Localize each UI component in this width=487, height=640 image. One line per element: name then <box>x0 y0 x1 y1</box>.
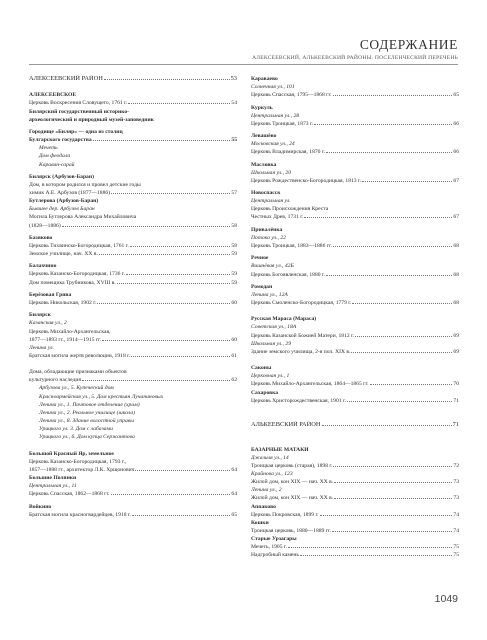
toc-entry-page: 66 <box>453 120 459 127</box>
toc-entry-page: 65 <box>231 511 237 518</box>
toc-place-heading: Привалёнка <box>251 226 283 233</box>
toc-entry <box>251 462 459 470</box>
toc-place-heading: Городище «Биляр» — одна из столиц <box>29 128 123 135</box>
toc-entry-page: 74 <box>453 511 459 518</box>
toc-address-line: Казанская ул., 2 <box>29 320 67 327</box>
toc-address-line: Ленина ул. <box>29 344 54 351</box>
toc-address-line: Арбузова ул., 5. Купеческий дом <box>39 385 114 392</box>
toc-entry-page: 71 <box>453 397 459 404</box>
toc-entry-page: 59 <box>231 279 237 286</box>
toc-place-heading: Берёзовая Грива <box>29 291 72 298</box>
toc-entry-page: 66 <box>453 149 459 156</box>
dot-leader <box>300 555 452 556</box>
spacer <box>251 307 459 315</box>
dot-leader <box>326 152 452 153</box>
dot-leader <box>104 79 230 80</box>
toc-place-heading: Старые Урзагары <box>251 536 297 543</box>
dot-leader <box>288 547 452 548</box>
toc-text-line: Церковь Происхождения Креста <box>251 206 329 213</box>
dot-leader <box>128 103 230 104</box>
toc-address-line: Советская ул., 18А <box>251 324 297 331</box>
toc-place-heading: Войкино <box>29 503 52 510</box>
toc-entry-title: Земское училище, нач. XX в. <box>29 251 98 258</box>
toc-address-line: Вишнёвая ул., 42Б <box>251 263 294 270</box>
toc-district-entry <box>251 421 459 429</box>
toc-entry <box>29 279 237 287</box>
toc-entry-title: (1828—1886) <box>29 222 61 229</box>
toc-entry-title: Церковь Воскресения Словущего, 1761 г. <box>29 100 128 107</box>
toc-entry-title: Церковь Тихвинско-Богородицкая, 1761 г. <box>29 242 129 249</box>
toc-entry <box>29 136 237 144</box>
toc-entry-title: Здание земского училища, 2-я пол. XIX в. <box>251 348 351 355</box>
dot-leader <box>99 254 231 255</box>
dot-leader <box>352 303 452 304</box>
header-rule <box>29 64 458 65</box>
toc-entry <box>29 250 237 258</box>
toc-address-line: Урицкого ул. 3. Дом с лабазами <box>39 426 113 433</box>
toc-address-line: Ленина ул., 8. Здание волостной управы <box>39 418 134 425</box>
toc-place-heading: Балахчино <box>29 263 57 270</box>
dot-leader <box>117 283 231 284</box>
toc-place-heading: Новоспасск <box>251 190 281 197</box>
dot-leader <box>347 401 452 402</box>
dot-leader <box>326 275 452 276</box>
toc-right-column <box>251 75 459 560</box>
toc-entry <box>251 511 459 519</box>
toc-entry-page: 67 <box>453 177 459 184</box>
toc-entry <box>29 222 237 230</box>
toc-entry-title: Мечеть, 1905 г. <box>251 544 287 551</box>
toc-entry-title: Честных Древ, 1731 г. <box>251 214 304 221</box>
spacer <box>251 429 459 437</box>
toc-entry-page: 75 <box>453 544 459 551</box>
toc-entry-title: Церковь Покровская, 1899 г. <box>251 511 319 518</box>
toc-address-line: Центральная ул., 11 <box>29 483 77 490</box>
toc-address-line: Джалиля ул., 14 <box>251 454 289 461</box>
dot-leader <box>132 515 230 516</box>
toc-entry-page: 64 <box>231 466 237 473</box>
toc-place-heading: Кошки <box>251 519 269 526</box>
dot-leader <box>126 274 231 275</box>
toc-entry-title: Церковь Рождественско-Богородицкая, 1813 г. <box>251 177 362 184</box>
toc-entry-title: Дом помещика Трубникова, XVIII в. <box>29 279 116 286</box>
toc-place-heading: Масловка <box>251 161 277 168</box>
toc-place-heading: Сахаровка <box>251 389 279 396</box>
toc-address-line: Крайнова ул., 123 <box>251 470 293 477</box>
toc-entry-title: культурного наследия <box>29 377 81 384</box>
toc-entry <box>29 352 237 360</box>
toc-entry-title: АЛЬКЕЕВСКИЙ РАЙОН <box>251 421 321 429</box>
spacer <box>251 356 459 364</box>
toc-place-heading: Базяково <box>29 234 53 241</box>
dot-leader <box>111 494 231 495</box>
toc-text-line: Церковь Михайло-Архангельская, <box>29 328 111 335</box>
dot-leader <box>333 246 452 247</box>
dot-leader <box>130 246 231 247</box>
toc-entry-page: 70 <box>453 381 459 388</box>
toc-entry-title: Троицкая церковь, 1880—1889 гг. <box>251 527 332 534</box>
toc-entry-title: Жилой дом, кон XIX — нач. XX в. <box>251 495 334 502</box>
toc-entry <box>251 177 459 185</box>
toc-entry <box>251 299 459 307</box>
toc-place-heading: Билярский государственный историко- <box>29 108 130 115</box>
toc-entry <box>251 380 459 388</box>
toc-address-line: Школьная ул., 29 <box>251 340 292 347</box>
toc-entry-page: 59 <box>231 251 237 258</box>
dot-leader <box>135 470 230 471</box>
toc-entry <box>29 490 237 498</box>
toc-entry <box>251 527 459 535</box>
dot-leader <box>334 498 452 499</box>
toc-entry-page: 74 <box>453 527 459 534</box>
dot-leader <box>62 226 231 227</box>
toc-place-heading: Саконы <box>251 365 272 372</box>
toc-entry-page: 67 <box>453 214 459 221</box>
toc-entry <box>29 270 237 278</box>
dot-leader <box>131 356 230 357</box>
spacer <box>251 405 459 413</box>
dot-leader <box>82 380 230 381</box>
toc-entry-page: 58 <box>231 222 237 229</box>
toc-place-heading: археологический и природный музей-заповедник <box>29 116 154 123</box>
toc-entry <box>29 511 237 519</box>
toc-entry-title: Церковь Никольская, 1902 г. <box>29 299 97 306</box>
toc-entry <box>251 213 459 221</box>
toc-address-line: Центральная ул. <box>251 198 291 205</box>
toc-entry-title: Церковь Троицкая, 1873 г. <box>251 120 314 127</box>
dot-leader <box>355 336 452 337</box>
page-number: 1049 <box>434 593 458 605</box>
toc-entry-title: Церковь Казанской Божией Матери, 1812 г. <box>251 332 355 339</box>
spacer <box>29 441 237 449</box>
dot-leader <box>314 124 452 125</box>
toc-text-line: Дом, в котором родился и провел детские годы <box>29 181 141 188</box>
toc-entry <box>251 397 459 405</box>
toc-entry <box>251 91 459 99</box>
toc-entry-title: химик А.Е. Арбузов (1877—1886) <box>29 190 111 197</box>
toc-place-heading: Караваево <box>251 76 278 82</box>
toc-text-line: Могила Бутлерова Александра Михайловича <box>29 214 137 221</box>
toc-entry <box>29 189 237 197</box>
toc-place-heading: Билярск <box>29 312 51 319</box>
dot-leader <box>322 425 452 426</box>
toc-place-heading: Куркуль <box>251 104 273 111</box>
dot-leader <box>111 193 230 194</box>
toc-place-heading: Билярск (Арбузов-Баран) <box>29 173 94 180</box>
toc-place-heading: Бутлерова (Арбузов-Баран) <box>29 198 99 205</box>
toc-entry-page: 72 <box>453 462 459 469</box>
toc-address-line: Мечеть <box>39 145 58 152</box>
toc-entry-page: 55 <box>231 137 237 144</box>
toc-place-heading: АЛЕКСЕЕВСКОЕ <box>29 92 77 99</box>
toc-entry <box>251 120 459 128</box>
toc-entry-page: 57 <box>231 190 237 197</box>
toc-address-line: Ленина ул., 2 <box>251 487 282 494</box>
toc-entry <box>251 494 459 502</box>
toc-place-heading: Русская Мараса (Мараса) <box>251 316 317 323</box>
toc-entry-title: Церковь Владимирская, 1870 г. <box>251 149 325 156</box>
toc-address-line: Ленина ул., 1. Почтовое отделение (храм) <box>39 401 140 408</box>
toc-entry-page: 69 <box>453 348 459 355</box>
spacer <box>29 360 237 368</box>
spacer <box>251 437 459 445</box>
toc-address-line: Центральная ул., 28 <box>251 112 300 119</box>
toc-address-line: Красноармейская ул., 5. Дом крестьян Лучаниновых <box>39 393 164 400</box>
toc-entry <box>251 271 459 279</box>
dot-leader <box>333 466 452 467</box>
dot-leader <box>93 140 231 141</box>
toc-entry-page: 65 <box>453 92 459 99</box>
toc-entry-title: Церковь Спасская, 1795—1868 гг. <box>251 92 332 99</box>
toc-entry <box>29 376 237 384</box>
dot-leader <box>333 95 453 96</box>
toc-district-entry <box>29 75 237 83</box>
toc-address-line: Солнечная ул., 101 <box>251 84 295 91</box>
dot-leader <box>351 352 452 353</box>
toc-entry-page: 62 <box>231 377 237 384</box>
toc-place-heading: Ромодан <box>251 283 273 290</box>
toc-place-heading: Аппаково <box>251 503 276 510</box>
toc-entry-page: 53 <box>230 75 237 82</box>
toc-entry <box>29 99 237 107</box>
toc-entry-page: 64 <box>231 491 237 498</box>
toc-entry-page: 68 <box>453 300 459 307</box>
toc-entry-title: 1857—1888 гг., архитектор Л.К. Хрщонович <box>29 466 135 473</box>
toc-entry-page: 61 <box>231 352 237 359</box>
toc-entry <box>251 551 459 559</box>
toc-entry-page: 68 <box>453 243 459 249</box>
toc-entry <box>251 478 459 486</box>
toc-entry-title: Церковь Спасская, 1862—1868 гг. <box>29 491 110 498</box>
toc-entry-page: 73 <box>453 479 459 486</box>
toc-entry-page: 60 <box>231 299 237 306</box>
toc-entry-page: 75 <box>453 552 459 559</box>
toc-entry <box>251 348 459 356</box>
section-title: СОДЕРЖАНИЕ <box>359 37 458 52</box>
toc-entry-title: Церковь Михайло-Архангельская, 1864—1865 гг. <box>251 381 369 388</box>
toc-entry <box>29 336 237 344</box>
toc-place-heading: Большие Полянки <box>29 475 77 482</box>
toc-entry-title: Булгарского государства <box>29 137 92 144</box>
toc-entry-title: Церковь Смоленско-Богородицкая, 1779 г. <box>251 300 352 307</box>
toc-entry-page: 60 <box>231 336 237 343</box>
spacer <box>251 413 459 421</box>
toc-entry-title: АЛЕКСЕЕВСКИЙ РАЙОН <box>29 75 103 82</box>
toc-entry-title: Надгробный камень <box>251 552 299 559</box>
toc-address-line: Школьная ул., 20 <box>251 169 292 176</box>
toc-place-heading: Левашёво <box>251 133 277 140</box>
toc-address-line: Церковная ул., 1 <box>251 373 290 380</box>
dot-leader <box>362 181 452 182</box>
toc-entry <box>251 148 459 156</box>
dot-leader <box>334 482 452 483</box>
toc-entry <box>251 242 459 250</box>
toc-text-line: Дома, обладающие признаками объектов <box>29 369 127 376</box>
toc-left-column <box>29 75 237 519</box>
toc-entry <box>29 299 237 307</box>
toc-entry-title: Церковь Казанско-Богородицкая, 1736 г. <box>29 271 125 278</box>
toc-entry-page: 71 <box>452 421 459 429</box>
dot-leader <box>97 303 230 304</box>
dot-leader <box>304 217 452 218</box>
spacer <box>29 83 237 91</box>
toc-entry <box>251 543 459 551</box>
toc-entry-title: Братская могила жертв революции, 1918 г. <box>29 352 131 359</box>
toc-address-line: Караван-сарай <box>39 161 75 168</box>
toc-entry-page: 73 <box>453 495 459 502</box>
dot-leader <box>370 384 453 385</box>
toc-entry-title: Братская могила красногвардейцев, 1918 г. <box>29 511 131 518</box>
toc-address-line: Дом феодала <box>39 153 71 160</box>
toc-entry-title: Церковь Христорождественская, 1901 г. <box>251 397 347 404</box>
toc-place-heading: Речное <box>251 255 269 262</box>
toc-entry-page: 54 <box>231 100 237 107</box>
toc-address-line: Урицкого ул., 6. Дом купца Сержантова <box>39 434 135 441</box>
dot-leader <box>102 340 230 341</box>
toc-place-heading: БАЗАРНЫЕ МАТАКИ <box>251 446 309 453</box>
toc-place-heading: Большой Красный Яр, земельное <box>29 450 114 457</box>
dot-leader <box>320 515 453 516</box>
toc-entry-title: Церковь Троицкая, 1883—1886 гг. <box>251 243 333 249</box>
toc-entry <box>29 242 237 250</box>
toc-entry-title: 1877—1893 гг., 1914—1915 гг. <box>29 336 102 343</box>
toc-entry-title: Троицкая церковь (старая), 1898 г. <box>251 462 333 469</box>
toc-address-line: Бывшее дер. Арбузов Баран <box>29 206 95 213</box>
toc-entry <box>251 332 459 340</box>
toc-address-line: Московская ул., 24 <box>251 141 295 148</box>
toc-text-line: Церковь Казанско-Богородицкая, 1793 г., <box>29 458 127 465</box>
section-subtitle: АЛЕКСЕЕВСКИЙ, АЛЬКЕЕВСКИЙ РАЙОНЫ. ПОСЕЛЕНЧЕСКИЙ ПЕРЕЧЕНЬ <box>252 55 458 61</box>
toc-entry-page: 58 <box>231 242 237 249</box>
toc-entry-page: 59 <box>231 271 237 278</box>
toc-address-line: Ленина ул., 12А <box>251 291 288 298</box>
toc-entry-title: Жилой дом, кон XIX — нач. XX в. <box>251 479 334 486</box>
toc-entry <box>29 466 237 474</box>
toc-entry-page: 68 <box>453 271 459 278</box>
toc-entry-title: Церковь Богоявленская, 1880 г. <box>251 271 326 278</box>
toc-address-line: Потока ул., 22 <box>251 234 286 241</box>
dot-leader <box>332 531 452 532</box>
toc-entry-page: 69 <box>453 332 459 339</box>
toc-address-line: Ленина ул., 2. Реальное училище (школа) <box>39 409 135 416</box>
